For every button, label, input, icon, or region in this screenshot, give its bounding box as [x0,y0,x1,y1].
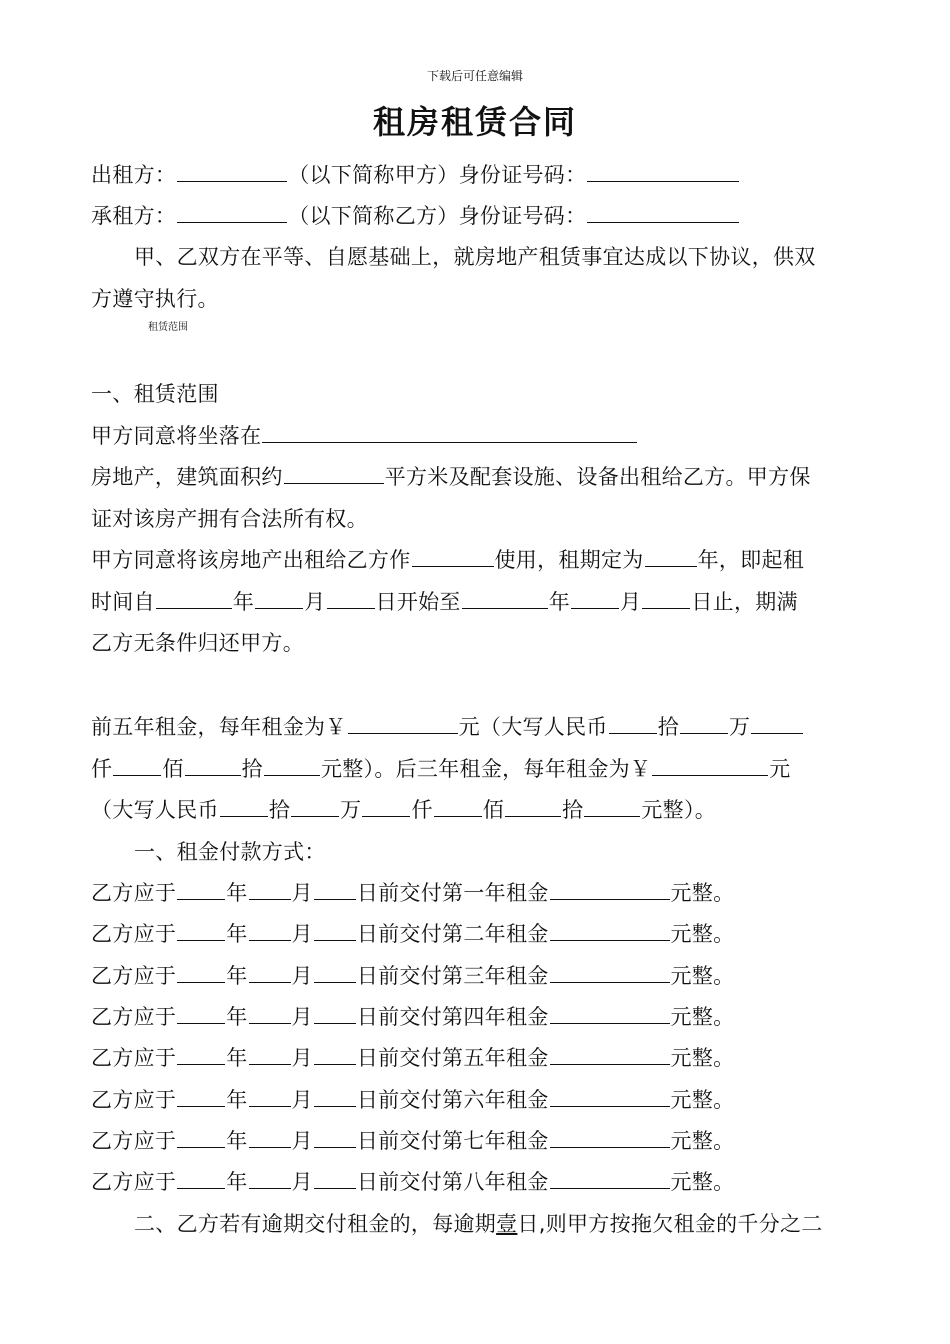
rent-first-wan-blank[interactable] [680,713,728,734]
inline-text: 年租金 [484,964,549,988]
inline-text: 年租金 [484,1005,549,1029]
location-blank[interactable] [262,422,637,443]
end-day-blank[interactable] [642,588,690,609]
pay-year-blank[interactable] [177,1168,225,1189]
inline-text: 乙方应于 [91,1005,177,1029]
inline-text: 元整。 [670,1005,735,1029]
inline-text: 月 [291,881,313,905]
payment-row [91,879,734,907]
rent-first-yuan-blank[interactable] [264,755,320,776]
inline-text: 房地产，建筑面积约 [91,465,283,489]
rent-line-2 [91,755,791,783]
inline-text: 八 [463,1170,485,1194]
area-blank[interactable] [284,463,384,484]
pay-year-blank[interactable] [177,1086,225,1107]
start-month-blank[interactable] [255,588,303,609]
inline-text: 拾 [657,715,680,739]
inline-text: 月 [291,1170,313,1194]
inline-text: 年 [232,590,255,614]
pay-day-blank[interactable] [314,1044,356,1065]
header-note: 下载后可任意编辑 [426,69,523,83]
payment-heading: 一、租金付款方式： [134,840,326,864]
payment-row [91,1003,734,1031]
inline-text: 日开始至 [375,590,461,614]
rent-last-shi-blank[interactable] [505,796,561,817]
inline-text: 日止，期满 [691,590,798,614]
pay-year-blank[interactable] [177,879,225,900]
rent-last-yuan-blank[interactable] [584,796,640,817]
late-day-value: 壹 [496,1212,518,1236]
inline-text: 元整。 [670,1088,735,1112]
inline-text: 年租金 [484,881,549,905]
inline-text: （以下简称甲方）身份证号码： [288,163,587,187]
pay-year-blank[interactable] [177,920,225,941]
inline-text: 万 [340,798,362,822]
inline-text: 乙方应于 [91,1088,177,1112]
payment-row [91,1044,734,1072]
inline-text: 乙方应于 [91,922,177,946]
inline-text: 仟 [91,757,113,781]
pay-month-blank[interactable] [249,1044,291,1065]
inline-text: 元 [769,757,791,781]
inline-text: 乙方应于 [91,1170,177,1194]
lessee-line [91,202,740,230]
inline-text: 平方米及配套设施、设备出租给乙方。甲方保 [384,465,811,489]
inline-text: 拾 [562,798,584,822]
lessor-id-blank[interactable] [587,161,739,182]
term-dates-line [91,588,798,616]
inline-text: 时间自 [91,590,155,614]
pay-month-blank[interactable] [249,1127,291,1148]
pay-month-blank[interactable] [249,1003,291,1024]
inline-text: 元整。 [670,881,735,905]
rent-first-amount-blank[interactable] [348,713,458,734]
inline-text: 五 [463,1046,485,1070]
pay-day-blank[interactable] [314,1003,356,1024]
rent-last-bai-blank[interactable] [434,796,482,817]
inline-text: 年 [226,964,248,988]
pay-day-blank[interactable] [314,1127,356,1148]
inline-text: 元整）。 [641,798,717,822]
rent-first-bai-blank[interactable] [113,755,161,776]
lessee-name-blank[interactable] [177,202,287,223]
pay-day-blank[interactable] [314,1168,356,1189]
pay-year-blank[interactable] [177,962,225,983]
inline-text: 年 [226,1129,248,1153]
inline-text: 前五年租金，每年租金为￥ [91,715,347,739]
start-day-blank[interactable] [327,588,375,609]
inline-text: 七 [463,1129,485,1153]
inline-text: 年租金 [484,1129,549,1153]
inline-text: 日前交付第 [356,964,464,988]
pay-month-blank[interactable] [249,1168,291,1189]
rent-first-shi-blank[interactable] [185,755,241,776]
inline-text: 年 [226,1005,248,1029]
inline-text: 乙方应于 [91,881,177,905]
inline-text: 佰 [482,798,505,822]
inline-text: 乙方应于 [91,1046,177,1070]
inline-text: 拾 [268,798,291,822]
inline-text: 六 [463,1088,485,1112]
pay-year-blank[interactable] [177,1003,225,1024]
inline-text: 日前交付第 [356,881,464,905]
inline-text: 年 [226,1170,248,1194]
inline-text: 年租金 [484,1046,549,1070]
inline-text: 使用，租期定为 [494,548,644,572]
payment-row [91,962,734,990]
pay-year-blank[interactable] [177,1044,225,1065]
end-month-blank[interactable] [571,588,619,609]
inline-text: 月 [620,590,642,614]
rent-first-qian-blank[interactable] [751,713,803,734]
inline-text: 甲方同意将坐落在 [91,424,262,448]
area-line [91,463,811,491]
lessee-id-blank[interactable] [587,202,739,223]
inline-text: 日前交付第 [356,1088,464,1112]
small-section-label: 租赁范围 [148,322,188,333]
inline-text: 年，即起租 [697,548,805,572]
inline-text: （以下简称乙方）身份证号码： [288,204,587,228]
inline-text: 月 [291,1005,313,1029]
inline-text: 元整。 [670,964,735,988]
inline-text: 月 [291,922,313,946]
rent-last-shi-wan-blank[interactable] [220,796,268,817]
page-title: 租房租赁合同 [372,103,577,141]
inline-text: 元整。 [670,1046,735,1070]
inline-text: 二 [463,922,485,946]
inline-text: 月 [304,590,326,614]
inline-text: 日前交付第 [356,1129,464,1153]
pay-day-blank[interactable] [314,879,356,900]
rent-last-amount-blank[interactable] [652,755,768,776]
inline-text: 甲方同意将该房地产出租给乙方作 [91,548,411,572]
location-line [91,422,638,450]
late-payment-line [134,1210,823,1238]
pay-amount-blank[interactable] [550,879,670,900]
inline-text: 拾 [241,757,263,781]
pay-month-blank[interactable] [249,879,291,900]
inline-text: 元（大写人民币 [458,715,608,739]
intro-line-2: 方遵守执行。 [91,287,219,311]
inline-text: 日前交付第 [356,1046,464,1070]
payment-row [91,1127,734,1155]
payment-row [91,1086,734,1114]
inline-text: 月 [291,1129,313,1153]
lessor-name-blank[interactable] [177,161,287,182]
pay-day-blank[interactable] [314,1086,356,1107]
return-line: 乙方无条件归还甲方。 [91,631,304,655]
inline-text: 二、乙方若有逾期交付租金的，每逾期 [134,1212,497,1236]
rent-line-1 [91,713,804,741]
rent-last-qian-blank[interactable] [362,796,410,817]
inline-text: 元整。 [670,922,735,946]
inline-text: 乙方应于 [91,964,177,988]
section-heading: 一、租赁范围 [91,382,219,406]
pay-day-blank[interactable] [314,962,356,983]
inline-text: 乙方应于 [91,1129,177,1153]
rent-first-shi-wan-blank[interactable] [609,713,657,734]
payment-row [91,920,734,948]
inline-text: 年租金 [484,1170,549,1194]
intro-line-1: 甲、乙双方在平等、自愿基础上，就房地产租赁事宜达成以下协议，供双 [134,245,816,269]
inline-text: 元整。 [670,1129,735,1153]
pay-year-blank[interactable] [177,1127,225,1148]
pay-day-blank[interactable] [314,920,356,941]
inline-text: 日,则甲方按拖欠租金的千分之二 [517,1212,823,1236]
pay-amount-blank[interactable] [550,1086,670,1107]
pay-amount-blank[interactable] [550,1003,670,1024]
inline-text: 四 [463,1005,485,1029]
start-year-blank[interactable] [156,588,232,609]
inline-text: 年 [226,881,248,905]
inline-text: 年 [226,922,248,946]
lessor-line [91,161,740,189]
inline-text: 出租方： [91,163,177,187]
pay-amount-blank[interactable] [550,920,670,941]
usage-blank[interactable] [412,546,494,567]
inline-text: 月 [291,964,313,988]
inline-text: 佰 [162,757,184,781]
inline-text: 年 [226,1046,248,1070]
inline-text: （大写人民币 [91,798,219,822]
inline-text: 年租金 [484,1088,549,1112]
inline-text: 月 [291,1088,313,1112]
pay-amount-blank[interactable] [550,1127,670,1148]
pay-month-blank[interactable] [249,920,291,941]
inline-text: 仟 [411,798,433,822]
inline-text: 日前交付第 [356,1170,464,1194]
term-years-blank[interactable] [645,546,697,567]
rent-last-wan-blank[interactable] [291,796,339,817]
inline-text: 日前交付第 [356,922,464,946]
inline-text: 年 [226,1088,248,1112]
end-year-blank[interactable] [462,588,548,609]
inline-text: 元整。 [670,1170,735,1194]
pay-amount-blank[interactable] [550,1044,670,1065]
pay-month-blank[interactable] [249,1086,291,1107]
inline-text: 承租方： [91,204,177,228]
inline-text: 三 [463,964,485,988]
inline-text: 年租金 [484,922,549,946]
inline-text: 万 [729,715,751,739]
payment-row [91,1168,734,1196]
rent-line-3 [91,796,716,824]
inline-text: 日前交付第 [356,1005,464,1029]
pay-amount-blank[interactable] [550,1168,670,1189]
usage-line [91,546,804,574]
ownership-line: 证对该房产拥有合法所有权。 [91,507,368,531]
pay-amount-blank[interactable] [550,962,670,983]
inline-text: 年 [548,590,571,614]
pay-month-blank[interactable] [249,962,291,983]
inline-text: 元整）。后三年租金，每年租金为￥ [320,757,652,781]
inline-text: 一 [463,881,485,905]
inline-text: 月 [291,1046,313,1070]
